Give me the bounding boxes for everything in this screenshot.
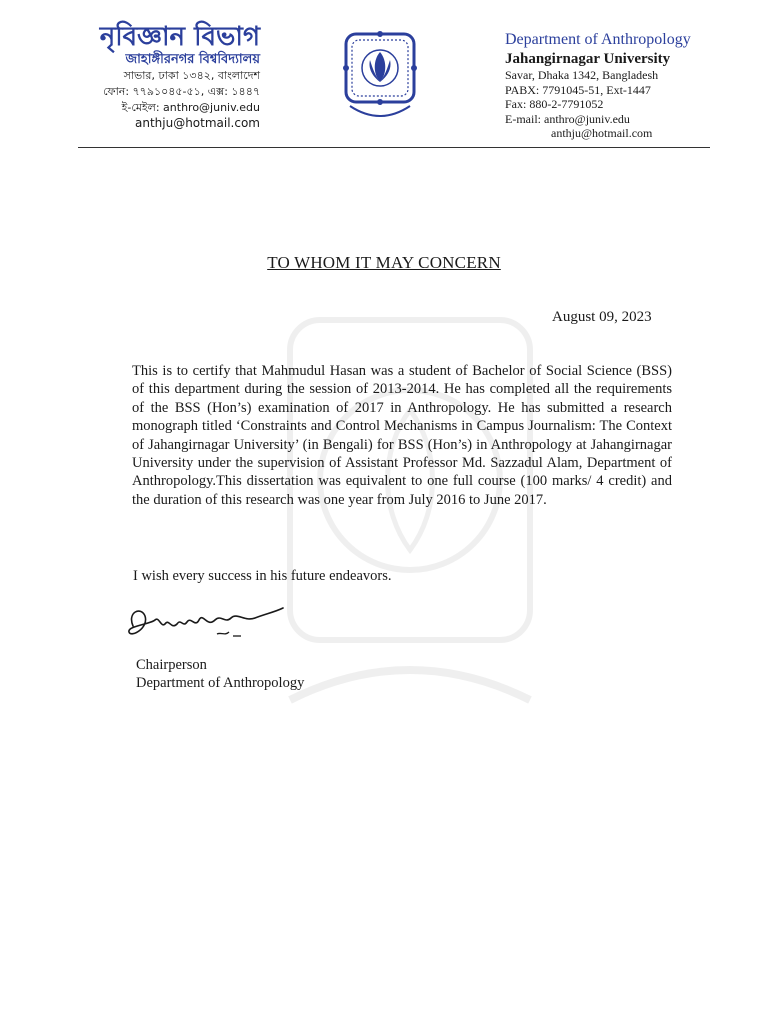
pabx: PABX: 7791045-51, Ext-1447 xyxy=(505,82,651,97)
dept-name-bengali: নৃবিজ্ঞান বিভাগ xyxy=(99,22,260,52)
letter-heading: TO WHOM IT MAY CONCERN xyxy=(267,253,501,272)
letterhead-english xyxy=(505,30,725,141)
signer-block xyxy=(136,656,304,692)
email: E-mail: anthro@juniv.edu xyxy=(505,111,630,126)
address-bengali: সাভার, ঢাকা ১৩৪২, বাংলাদেশ xyxy=(123,69,260,82)
letter-date: August 09, 2023 xyxy=(552,309,652,325)
email-secondary: anthju@hotmail.com xyxy=(551,126,653,140)
letterhead-bengali xyxy=(60,22,260,131)
university-name-bengali: জাহাঙ্গীরনগর বিশ্ববিদ্যালয় xyxy=(125,52,260,67)
letter-heading-wrap xyxy=(0,253,768,273)
email-bengali: ই-মেইল: anthro@juniv.edu xyxy=(121,101,260,114)
letterhead-divider xyxy=(78,147,710,148)
email-secondary-bengali: anthju@hotmail.com xyxy=(134,116,260,130)
address: Savar, Dhaka 1342, Bangladesh xyxy=(505,68,659,82)
signer-title: Chairperson xyxy=(136,657,207,673)
fax: Fax: 880-2-7791052 xyxy=(505,97,604,111)
university-name: Jahangirnagar University xyxy=(505,51,671,67)
closing-wish: I wish every success in his future endeavors. xyxy=(133,568,392,584)
signer-department: Department of Anthropology xyxy=(136,675,305,691)
dept-name: Department of Anthropology xyxy=(505,31,691,48)
phone-bengali: ফোন: ৭৭৯১০৪৫-৫১, এক্স: ১৪৪৭ xyxy=(103,85,260,98)
signature-icon xyxy=(125,598,290,648)
university-emblem-icon xyxy=(340,30,420,122)
certificate-paragraph: This is to certify that Mahmudul Hasan was a student of Bachelor of Social Science (BSS) of this department during the session of 2013-2014. He has completed all the requirements of the BSS (Hon’s) examination of 2017 in Anthropology. He has submitted a research monograph titled ‘Constraints and Control Mechanisms in Campus Journalism: The Context of Jahangirnagar University’ (in Bengali) for BSS (Hon’s) in Anthropology at Jahangirnagar University under the supervision of Assistant Professor Md. Sazzadul Alam, Department of Anthropology.This dissertation was equivalent to one full course (100 marks/ 4 credit) and the duration of this research was one year from July 2016 to June 2017. xyxy=(132,363,672,508)
